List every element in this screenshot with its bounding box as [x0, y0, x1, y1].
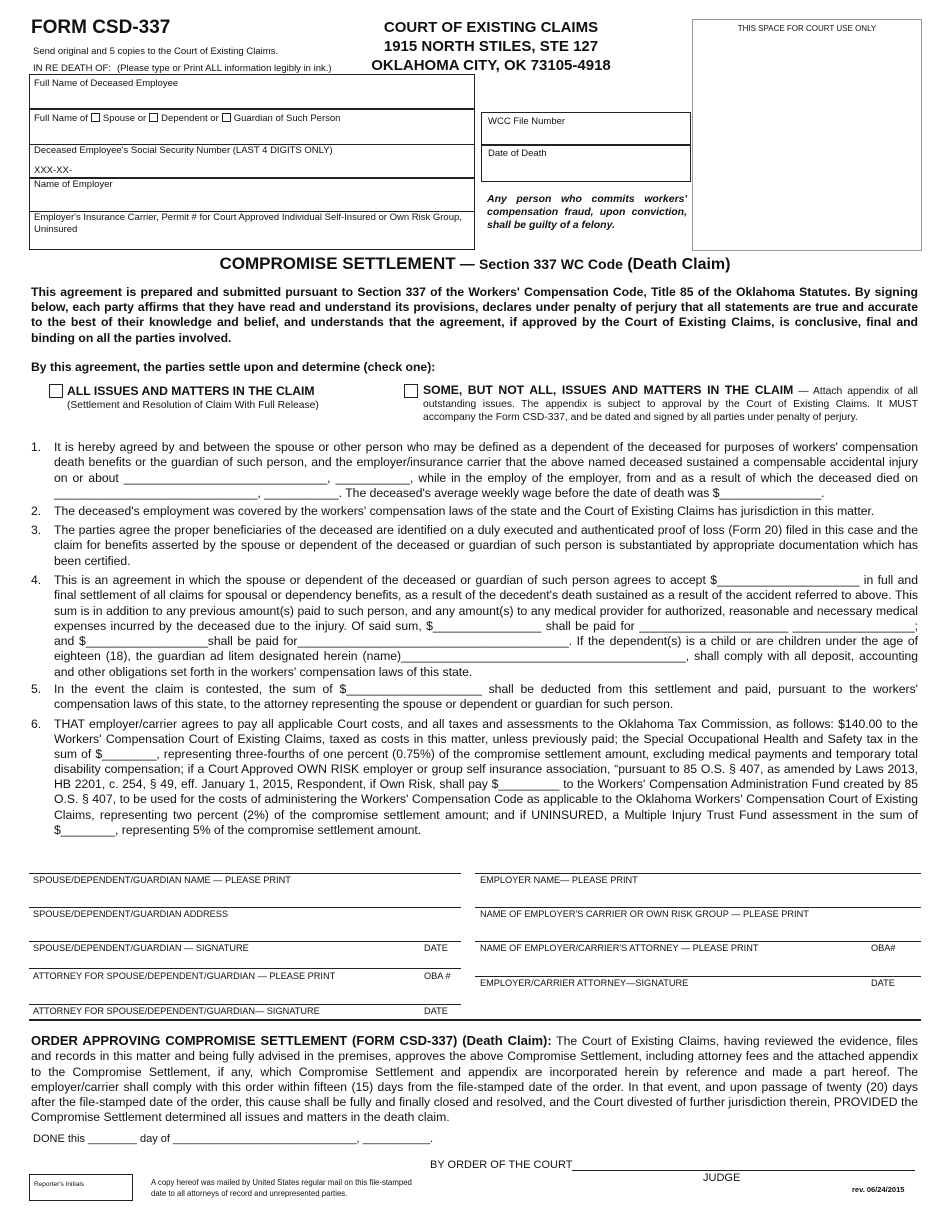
- deceased-name-label: Full Name of Deceased Employee: [34, 78, 179, 89]
- mail-note: A copy hereof was mailed by United States regular mail on this file-stamped date to all attorneys of record and unrepresented parties.: [151, 1178, 412, 1198]
- sig-right-4-date: DATE: [871, 978, 895, 988]
- some-issues-checkbox[interactable]: [404, 384, 418, 398]
- carrier-label: Employer's Insurance Carrier, Permit # for Court Approved Individual Self-Insured or Own Risk Group, Uninsured: [34, 212, 462, 235]
- page-title: [0, 254, 950, 274]
- sig-left-2-label: SPOUSE/DEPENDENT/GUARDIAN ADDRESS: [33, 909, 229, 919]
- sig-right-3-oba: OBA#: [871, 943, 896, 953]
- all-issues-checkbox[interactable]: [49, 384, 63, 398]
- wcc-label: WCC File Number: [488, 116, 566, 127]
- field-carrier[interactable]: [30, 212, 474, 248]
- order-divider: [29, 1019, 921, 1022]
- order-text: The Court of Existing Claims, having reviewed the evidence, files and records in this matter and being fully advised in the premises, approves the above Compromise Settlement, including attorney fees and the attached appendix to the Compromise Settlement, if any, which Compromise Settlement and appendix are incorporated herein by reference and made a part hereof. The employer/carrier shall comply with this order within fifteen (15) days from the file-stamped date of the order. In that event, and upon passage of twenty (20) days after the file-stamped date of the order, this cause shall be fully and finally closed and resolved, and the Court divested of further jurisdiction therein, PROVIDED the Compromise Settlement determined all issues and matters in the death claim.: [31, 1034, 918, 1125]
- send-note: Send original and 5 copies to the Court of Existing Claims.: [33, 46, 279, 57]
- court-address-block: [360, 18, 622, 75]
- order-title: ORDER APPROVING COMPROMISE SETTLEMENT (FORM CSD-337) (Death Claim):: [31, 1033, 552, 1048]
- item-5-text: In the event the claim is contested, the sum of $____________________ shall be deducted from this settlement and paid, pursuant to the workers' compensation laws of this state, to the attorney representing the spouse or dependent or guardian for such person.: [54, 682, 918, 712]
- title-main: COMPROMISE SETTLEMENT: [219, 254, 456, 273]
- item-3-text: The parties agree the proper beneficiaries of the deceased are identified on a duly executed and authenticated proof of loss (Form 20) filed in this case and the claim for benefits asserted by the spouse or dependent of the deceased or guardian of such person is substantiated by appropriate documentation which has been certified.: [54, 523, 918, 568]
- judge-label: JUDGE: [703, 1172, 741, 1184]
- item-4-number: 4.: [31, 573, 42, 587]
- intro-paragraph: This agreement is prepared and submitted pursuant to Section 337 of the Workers' Compensation Code, Title 85 of the Oklahoma Statutes. By signing below, each party affirms that they have read and understand its provisions, declares under penalty of perjury that all statements are true and accurate to the best of their knowledge and belief, and understands that the agreement, if approved by the Court of Existing Claims, is conclusive, final and binding on all the parties involved.: [31, 285, 918, 345]
- revision-date: rev. 06/24/2015: [852, 1185, 905, 1194]
- item-3-number: 3.: [31, 523, 42, 537]
- sig-left-1-label: SPOUSE/DEPENDENT/GUARDIAN NAME — PLEASE PRINT: [33, 875, 291, 885]
- sig-line-left-4[interactable]: [29, 968, 461, 970]
- some-issues-text: [423, 384, 918, 424]
- employer-label: Name of Employer: [34, 179, 113, 190]
- sig-left-5-date: DATE: [424, 1006, 448, 1016]
- item-6-text: THAT employer/carrier agrees to pay all applicable Court costs, and all taxes and assessments to the Oklahoma Tax Commission, as follows: $140.00 to the Workers' Compensation Court of Existing Claims, taxed as costs in this matter, unless previously paid; the Special Occupational Health and Safety tax in the sum of $________, representing three-fourths of one percent (0.75%) of the compromise settlement amount, excluding medical payments and temporary total disability compensation; if a Court Approved OWN RISK employer or group self insurance association, “pursuant to 85 O.S. § 407, as amended by Laws 2013, HB 2201, c. 254, § 49, eff. January 1, 2015, Respondent, if Own Risk, shall pay $_________ to the Workers' Compensation Administration Fund created by 85 O.S. § 407, to be used for the costs of administering the Workers' Compensation Code as applicable to the Oklahoma Workers' Compensation Court of Existing Claims, representing two percent (2%) of the compromise settlement amount; and if UNINSURED, a Multiple Injury Trust Fund assessment in the sum of $________, representing 5% of the compromise settlement amount.: [54, 717, 918, 837]
- ssn-value: XXX-XX-: [34, 165, 73, 176]
- some-issues-title: SOME, BUT NOT ALL, ISSUES AND MATTERS IN THE CLAIM: [423, 383, 794, 397]
- guardian-label: Guardian of Such Person: [233, 113, 341, 125]
- court-use-box: [692, 19, 922, 251]
- sig-left-5-label: ATTORNEY FOR SPOUSE/DEPENDENT/GUARDIAN— SIGNATURE: [33, 1006, 320, 1016]
- determine-line: By this agreement, the parties settle upon and determine (check one):: [31, 360, 436, 374]
- item-4-text: This is an agreement in which the spouse or dependent of the deceased or guardian of such person agrees to accept $_____________________ in full and final settlement of all claims for spousal or dependency benefits, as a result of the decedent's death sustained as a result of the accident referred to above. This sum is in addition to any previous amount(s) paid to such person, and any amount(s) to any medical provider for authorized, reasonable and necessary medical expenses incurred by the deceased due to the injury. Of said sum, $________________ shall be paid for ______________________ __________________; and $__________________shall be paid for________________________________________. If the dependent(s) is a child or are children under the age of eighteen (18), the guardian ad litem designated herein (name)__________________________________________, shall comply with all deposit, accounting and other obligations set forth in the workers' compensation laws of this state.: [54, 573, 918, 679]
- done-this-line[interactable]: DONE this ________ day of ______________________________, ___________.: [33, 1133, 434, 1145]
- court-address-line1: 1915 NORTH STILES, STE 127: [383, 38, 599, 55]
- title-claim: (Death Claim): [622, 256, 731, 273]
- item-5-number: 5.: [31, 682, 42, 696]
- item-2-number: 2.: [31, 504, 42, 518]
- some-issues-note-2: of all outstanding issues. The appendix is subject to approval by the Court of Existing Claims. It MUST accompany the Form CSD-337, and be dated and signed by all parties under penalty of perjury.: [423, 386, 918, 423]
- claimant-name-label: [34, 113, 340, 124]
- item-2-text: The deceased's employment was covered by the workers' compensation laws of the state and the Court of Existing Claims has jurisdiction in this matter.: [54, 504, 875, 518]
- date-death-label: Date of Death: [488, 148, 547, 159]
- sig-right-4-label: EMPLOYER/CARRIER ATTORNEY—SIGNATURE: [480, 978, 689, 988]
- court-use-label: THIS SPACE FOR COURT USE ONLY: [737, 24, 877, 33]
- dependent-label: Dependent or: [161, 113, 219, 125]
- field-claimant-name[interactable]: [30, 110, 474, 145]
- spouse-checkbox[interactable]: [91, 113, 100, 122]
- court-address-line2: OKLAHOMA CITY, OK 73105-4918: [371, 57, 611, 74]
- by-order-label: BY ORDER OF THE COURT: [430, 1159, 573, 1171]
- reporter-initials-label: Reporter's Initials: [34, 1181, 85, 1188]
- field-employer[interactable]: [30, 179, 474, 212]
- title-dash: —: [455, 256, 479, 273]
- court-name: COURT OF EXISTING CLAIMS: [383, 19, 599, 36]
- deceased-info-box: [29, 74, 475, 250]
- sig-left-3-date: DATE: [424, 943, 448, 953]
- field-ssn[interactable]: [30, 145, 474, 179]
- in-re-label: IN RE DEATH OF:: [33, 63, 111, 74]
- judge-signature-line[interactable]: [572, 1170, 915, 1172]
- sig-right-2-label: NAME OF EMPLOYER'S CARRIER OR OWN RISK GROUP — PLEASE PRINT: [480, 909, 809, 919]
- all-issues-title: ALL ISSUES AND MATTERS IN THE CLAIM: [67, 384, 315, 398]
- item-6-number: 6.: [31, 717, 42, 731]
- item-1-number: 1.: [31, 440, 42, 454]
- form-id: FORM CSD-337: [31, 17, 171, 38]
- ssn-label: Deceased Employee's Social Security Number (LAST 4 DIGITS ONLY): [34, 145, 333, 156]
- reporter-initials-box[interactable]: [29, 1174, 133, 1201]
- full-name-prefix: Full Name of: [34, 113, 88, 125]
- order-paragraph: [31, 1033, 918, 1126]
- print-note: (Please type or Print ALL information legibly in ink.): [117, 63, 332, 74]
- some-issues-note-1: — Attach appendix: [793, 386, 890, 397]
- fraud-warning: Any person who commits workers' compensation fraud, upon conviction, shall be guilty of a felony.: [487, 193, 687, 231]
- field-deceased-name[interactable]: [30, 75, 474, 110]
- item-1-text: It is hereby agreed by and between the spouse or other person who may be defined as a dependent of the deceased for purposes of workers' compensation death benefits or the guardian of such person, and the employer/insurance carrier that the above named deceased sustained a compensable accidental injury on or about ______________________________, ___________, while in the employ of the employer, from and as a result of which the deceased died on ______________________________, ___________. The deceased's average weekly wage before the date of death was $_______________.: [54, 440, 918, 500]
- title-section: Section 337 WC Code: [478, 256, 623, 272]
- sig-left-4-oba: OBA #: [424, 971, 451, 981]
- sig-right-3-label: NAME OF EMPLOYER/CARRIER'S ATTORNEY — PLEASE PRINT: [480, 943, 759, 953]
- field-date-of-death[interactable]: [481, 145, 691, 182]
- field-wcc-file-number[interactable]: [481, 112, 691, 145]
- guardian-checkbox[interactable]: [222, 113, 231, 122]
- sig-left-3-label: SPOUSE/DEPENDENT/GUARDIAN — SIGNATURE: [33, 943, 249, 953]
- sig-right-1-label: EMPLOYER NAME— PLEASE PRINT: [480, 875, 638, 885]
- spouse-label: Spouse or: [102, 113, 147, 125]
- dependent-checkbox[interactable]: [149, 113, 158, 122]
- all-issues-sub: (Settlement and Resolution of Claim With Full Release): [67, 400, 319, 411]
- sig-left-4-label: ATTORNEY FOR SPOUSE/DEPENDENT/GUARDIAN — PLEASE PRINT: [33, 971, 336, 981]
